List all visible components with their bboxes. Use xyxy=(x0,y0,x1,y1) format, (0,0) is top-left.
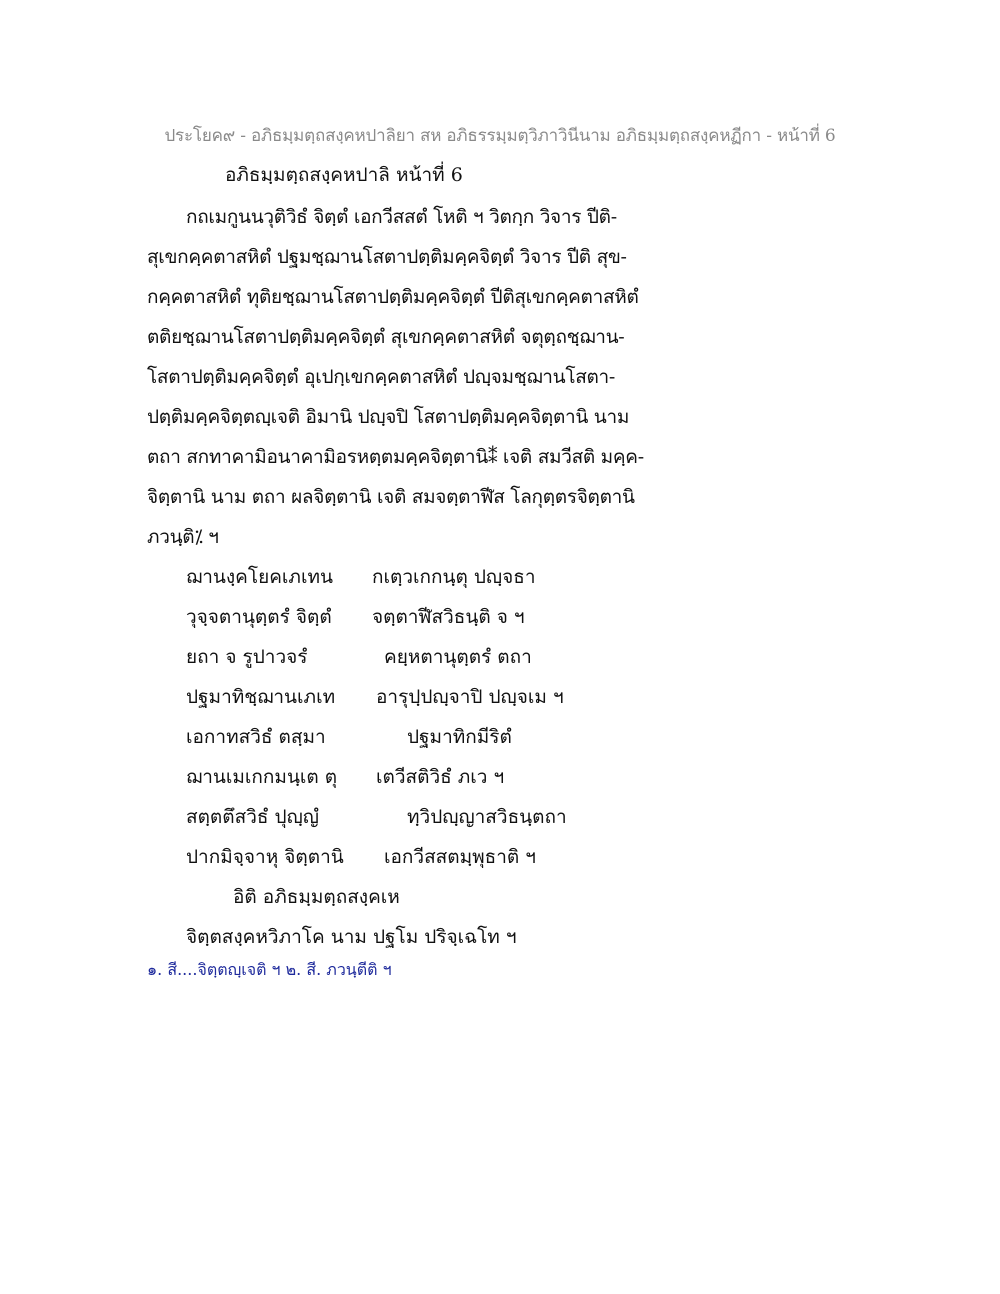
verse-right: กเตฺวเกกนฺตุ ปญฺจธา xyxy=(372,566,536,588)
verse-left: ฌานเมเกกมนฺเต ตุ xyxy=(186,766,338,788)
paragraph-line: กคฺคตาสหิตํ ทุติยชฺฌานโสตาปตฺติมคฺคจิตฺตํ ปีติสุเขกคฺคตาสหิตํ xyxy=(147,286,639,308)
closing-line-1: อิติ อภิธมฺมตฺถสงฺคเห xyxy=(233,886,400,908)
paragraph-line: ตติยชฺฌานโสตาปตฺติมคฺคจิตฺตํ สุเขกคฺคตาสหิตํ จตุตฺถชฺฌาน- xyxy=(147,326,625,348)
verse-left: เอกาทสวิธํ ตสฺมา xyxy=(186,726,326,748)
paragraph-line: ภวนฺติ⁒ ฯ xyxy=(147,526,219,548)
closing-line-2: จิตฺตสงฺคหวิภาโค นาม ปฐโม ปริจฺเฉโท ฯ xyxy=(186,926,517,948)
paragraph-line: จิตฺตานิ นาม ตถา ผลจิตฺตานิ เจติ สมจตฺตาฬีส โลกุตฺตรจิตฺตานิ xyxy=(147,486,635,508)
verse-left: ยถา จ รูปาวจรํ xyxy=(186,646,308,668)
verse-right: คยฺหตานุตฺตรํ ตถา xyxy=(384,646,532,668)
verse-left: สตฺตตึสวิธํ ปุญฺญํ xyxy=(186,806,319,828)
paragraph-line: กถเมกูนนวุติวิธํ จิตฺตํ เอกวีสสตํ โหติ ฯ วิตกฺก วิจาร ปีติ- xyxy=(186,206,617,228)
verse-right: อารุปฺปญฺจาปิ ปญฺจเม ฯ xyxy=(376,686,564,708)
verse-right: เตวีสติวิธํ ภเว ฯ xyxy=(376,766,505,788)
verse-left: ปฐมาทิชฺฌานเภเท xyxy=(186,686,336,708)
verse-left: ฌานงฺคโยคเภเทน xyxy=(186,566,333,588)
verse-right: ทฺวิปญฺญาสวิธนฺตถา xyxy=(407,806,567,828)
paragraph-line: ปตฺติมคฺคจิตฺตญฺเจติ อิมานิ ปญฺจปิ โสตาปตฺติมคฺคจิตฺตานิ นาม xyxy=(147,406,630,428)
verse-right: ปฐมาทิกมีริตํ xyxy=(407,726,512,748)
verse-right: จตฺตาฬีสวิธนฺติ จ ฯ xyxy=(372,606,525,628)
verse-right: เอกวีสสตมฺพุธาติ ฯ xyxy=(384,846,536,868)
page-header: ประโยค๙ - อภิธมฺมตฺถสงฺคหปาลิยา สห อภิธรรมฺมตฺวิภาวินีนาม อภิธมฺมตฺถสงฺคหฏีกา - หน้าที่ 6 xyxy=(164,126,836,146)
paragraph-line: โสตาปตฺติมคฺคจิตฺตํ อุเปกฺเขกคฺคตาสหิตํ ปญฺจมชฺฌานโสตา- xyxy=(147,366,616,388)
verse-left: วุจฺจตานุตฺตรํ จิตฺตํ xyxy=(186,606,332,628)
paragraph-line: สุเขกคฺคตาสหิตํ ปฐมชฺฌานโสตาปตฺติมคฺคจิตฺตํ วิจาร ปีติ สุข- xyxy=(147,246,627,268)
paragraph-line: ตถา สกทาคามิอนาคามิอรหตฺตมคฺคจิตฺตานิ⁑ เจติ สมวีสติ มคฺค- xyxy=(147,446,644,468)
verse-left: ปากมิจฺจาหุ จิตฺตานิ xyxy=(186,846,344,868)
subtitle: อภิธมฺมตฺถสงฺคหปาลิ หน้าที่ 6 xyxy=(225,164,463,186)
footnote: ๑. สี....จิตฺตญฺเจติ ฯ ๒. สี. ภวนฺตีติ ฯ xyxy=(147,960,392,979)
